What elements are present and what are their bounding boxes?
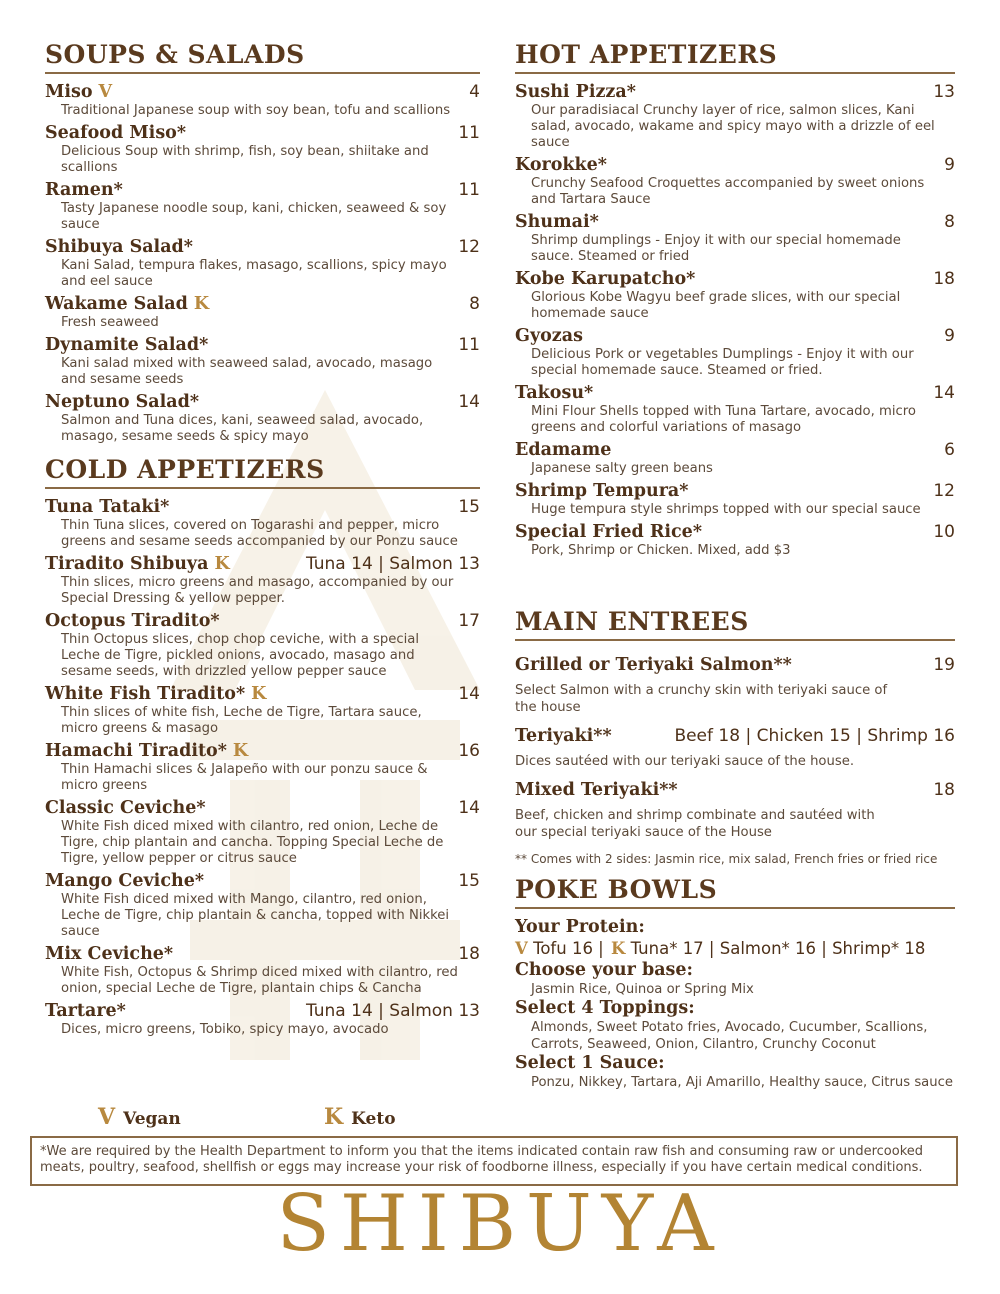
menu-item-name-wrap (45, 1001, 126, 1022)
menu-item-name: Seafood Miso* (45, 123, 187, 143)
menu-item-name-wrap (515, 269, 695, 290)
poke-sauce-label: Select 1 Sauce: (515, 1053, 665, 1073)
poke-protein-options (515, 938, 955, 960)
keto-icon: K (324, 1104, 344, 1130)
menu-item-name: Takosu* (515, 383, 594, 403)
menu-item-name-wrap (45, 180, 123, 201)
menu-item (45, 180, 480, 233)
brand-logo: SHIBUYA (276, 1179, 724, 1269)
menu-item-price: Tuna 14 | Salmon 13 (305, 1001, 480, 1021)
menu-item-name: Dynamite Salad* (45, 335, 209, 355)
menu-item-description: Dices sautéed with our teriyaki sauce of the house. (515, 754, 855, 769)
menu-item-name: Kobe Karupatcho* (515, 269, 696, 289)
menu-item (45, 944, 480, 997)
menu-item-description: Japanese salty green beans (531, 461, 713, 476)
menu-item-price: 9 (944, 155, 955, 175)
poke-toppings-label: Select 4 Toppings: (515, 998, 695, 1018)
entrees-sides-note: ** Comes with 2 sides: Jasmin rice, mix salad, French fries or fried rice (515, 852, 938, 866)
menu-item-name-wrap (515, 726, 612, 747)
menu-item-description: Thin Hamachi slices & Jalapeño with our ponzu sauce & micro greens (61, 762, 428, 793)
menu-item-header (45, 798, 480, 819)
menu-item (45, 294, 480, 331)
right-column (515, 40, 955, 1091)
menu-item-price: 12 (458, 237, 480, 257)
menu-item-header (45, 684, 480, 705)
menu-item (45, 1001, 480, 1038)
menu-item-name-wrap (45, 82, 112, 103)
legend-keto (324, 1104, 396, 1130)
menu-item-name-wrap (515, 82, 636, 103)
hot-appetizers-list (515, 82, 955, 559)
menu-item-price: 15 (458, 497, 480, 517)
vegan-icon: V (98, 1104, 116, 1130)
menu-item (515, 481, 955, 518)
menu-item-name-wrap (515, 655, 792, 676)
menu-item-price: 6 (944, 440, 955, 460)
menu-item-name-wrap (45, 294, 209, 315)
keto-icon: K (611, 939, 626, 958)
menu-item (45, 798, 480, 867)
menu-item-price: Tuna 14 | Salmon 13 (305, 554, 480, 574)
menu-item-header (515, 655, 955, 676)
menu-item-name: Wakame Salad (45, 294, 188, 314)
menu-item-description: Thin slices, micro greens and masago, accompanied by our Special Dressing & yellow pepper. (61, 575, 454, 606)
poke-protein-label: Your Protein: (515, 917, 645, 937)
menu-item-name-wrap (515, 780, 678, 801)
menu-item-description: Kani salad mixed with seaweed salad, avocado, masago and sesame seeds (61, 356, 433, 387)
menu-item-name: Mix Ceviche* (45, 944, 174, 964)
poke-protein-block (515, 917, 955, 960)
menu-item-price: 11 (458, 180, 480, 200)
left-column (45, 40, 480, 1042)
menu-item-name: White Fish Tiradito* (45, 684, 246, 704)
menu-item-header (515, 481, 955, 502)
menu-item-header (515, 212, 955, 233)
menu-item-header (45, 611, 480, 632)
menu-item-header (515, 383, 955, 404)
menu-item (515, 326, 955, 379)
menu-item-name: Shrimp Tempura* (515, 481, 689, 501)
menu-item-name-wrap (45, 497, 169, 518)
menu-item-price: 4 (469, 82, 480, 102)
menu-item-name-wrap (45, 798, 206, 819)
menu-item (515, 726, 955, 770)
menu-item-name-wrap (515, 383, 593, 404)
menu-item (515, 269, 955, 322)
section-title-soups-salads: SOUPS & SALADS (45, 40, 480, 74)
menu-item-name: Hamachi Tiradito* (45, 741, 227, 761)
menu-item-name-wrap (515, 326, 583, 347)
menu-item (515, 780, 955, 841)
menu-item-name-wrap (45, 944, 173, 965)
menu-item-description: Thin slices of white fish, Leche de Tigre, Tartara sauce, micro greens & masago (61, 705, 422, 736)
menu-item-header (515, 522, 955, 543)
vegan-icon: V (98, 82, 113, 102)
menu-item-name-wrap (45, 611, 220, 632)
poke-base-label: Choose your base: (515, 960, 693, 980)
menu-item-description: Crunchy Seafood Croquettes accompanied by sweet onions and Tartara Sauce (531, 176, 925, 207)
menu-item-name-wrap (515, 212, 599, 233)
menu-item (515, 440, 955, 477)
menu-item-description: Salmon and Tuna dices, kani, seaweed salad, avocado, masago, sesame seeds & spicy mayo (61, 413, 424, 444)
menu-item (515, 383, 955, 436)
menu-item-name: Edamame (515, 440, 612, 460)
menu-item-header (45, 237, 480, 258)
menu-item-header (45, 497, 480, 518)
menu-item-header (45, 335, 480, 356)
menu-item-header (515, 269, 955, 290)
menu-item-description: Fresh seaweed (61, 315, 159, 330)
menu-item-price: 8 (944, 212, 955, 232)
menu-item-description: Select Salmon with a crunchy skin with teriyaki sauce of the house (515, 683, 888, 715)
menu-item-price: 14 (458, 684, 480, 704)
menu-item-description: Thin Octopus slices, chop chop ceviche, with a special Leche de Tigre, pickled onions, avocado, masago and sesame seeds, with drizzled yellow pepper sauce (61, 632, 419, 679)
menu-item-price: 19 (933, 655, 955, 675)
menu-item-header (45, 1001, 480, 1022)
menu-item-price: 9 (944, 326, 955, 346)
menu-item-header (45, 82, 480, 103)
legend-keto-label: Keto (351, 1109, 396, 1129)
menu-item-name-wrap (45, 123, 186, 144)
menu-item-name: Miso (45, 82, 93, 102)
menu-item-name: Mixed Teriyaki** (515, 780, 678, 800)
menu-item (45, 871, 480, 940)
menu-item-name-wrap (45, 684, 266, 705)
menu-item (45, 497, 480, 550)
menu-item-name-wrap (515, 481, 688, 502)
menu-item (45, 741, 480, 794)
menu-item (515, 655, 955, 716)
poke-base-options: Jasmin Rice, Quinoa or Spring Mix (531, 982, 754, 997)
menu-item-header (45, 294, 480, 315)
menu-item-name: Neptuno Salad* (45, 392, 200, 412)
menu-item-description: Shrimp dumplings - Enjoy it with our special homemade sauce. Steamed or fried (531, 233, 901, 264)
menu-item-price: 16 (458, 741, 480, 761)
menu-item-description: Beef, chicken and shrimp combinate and sautéed with our special teriyaki sauce of the House (515, 808, 875, 840)
poke-toppings-options: Almonds, Sweet Potato fries, Avocado, Cucumber, Scallions, Carrots, Seaweed, Onion, Cilantro, Crunchy Coconut (531, 1020, 928, 1052)
menu-item-description: White Fish, Octopus & Shrimp diced mixed with cilantro, red onion, special Leche de Tigre, plantain chips & Cancha (61, 965, 458, 996)
menu-item-price: 13 (933, 82, 955, 102)
menu-item-header (45, 554, 480, 575)
poke-protein-tofu: Tofu 16 | (533, 939, 604, 958)
menu-item (45, 554, 480, 607)
menu-item (45, 123, 480, 176)
menu-item-description: Delicious Pork or vegetables Dumplings - Enjoy it with our special homemade sauce. Steamed or fried. (531, 347, 914, 378)
section-title-cold-appetizers: COLD APPETIZERS (45, 455, 480, 489)
menu-item-name-wrap (45, 237, 193, 258)
menu-item-header (45, 392, 480, 413)
health-disclaimer: *We are required by the Health Department to inform you that the items indicated contain raw fish and consuming raw or undercooked meats, poultry, seafood, shellfish or eggs may increase your risk of foodborne illness, especially if you have certain medical conditions. (30, 1136, 958, 1186)
menu-item-name: Korokke* (515, 155, 607, 175)
menu-item-description: Delicious Soup with shrimp, fish, soy bean, shiitake and scallions (61, 144, 429, 175)
menu-item-price: 11 (458, 123, 480, 143)
menu-item-name: Shumai* (515, 212, 599, 232)
menu-item-name-wrap (45, 392, 199, 413)
menu-item-price: 15 (458, 871, 480, 891)
menu-item-header (45, 871, 480, 892)
menu-item-name: Teriyaki** (515, 726, 612, 746)
menu-item-name-wrap (515, 440, 611, 461)
menu-item-price: 18 (933, 269, 955, 289)
menu-item (45, 392, 480, 445)
menu-item-header (515, 155, 955, 176)
menu-item-name: Ramen* (45, 180, 123, 200)
menu-item (45, 611, 480, 680)
menu-item-description: White Fish diced mixed with Mango, cilantro, red onion, Leche de Tigre, chip plantain & cancha, topped with Nikkei sauce (61, 892, 450, 939)
menu-item-description: Traditional Japanese soup with soy bean, tofu and scallions (61, 103, 451, 118)
menu-item (515, 82, 955, 151)
soups-salads-list (45, 82, 480, 445)
menu-item-name: Sushi Pizza* (515, 82, 636, 102)
menu-item-header (45, 944, 480, 965)
menu-item-description: Huge tempura style shrimps topped with our special sauce (531, 502, 921, 517)
menu-item-name: Classic Ceviche* (45, 798, 206, 818)
keto-icon: K (232, 741, 249, 761)
cold-appetizers-list (45, 497, 480, 1038)
menu-item-name: Tuna Tataki* (45, 497, 170, 517)
menu-item (45, 684, 480, 737)
menu-item (45, 335, 480, 388)
menu-item (515, 522, 955, 559)
menu-item-name-wrap (45, 741, 248, 762)
menu-item-description: Our paradisiacal Crunchy layer of rice, salmon slices, Kani salad, avocado, wakame and spicy mayo with a drizzle of eel sauce (531, 103, 935, 150)
menu-item-name: Shibuya Salad* (45, 237, 193, 257)
menu-item-price: Beef 18 | Chicken 15 | Shrimp 16 (674, 726, 955, 746)
menu-item-name-wrap (45, 554, 230, 575)
menu-item (515, 155, 955, 208)
menu-item (515, 212, 955, 265)
menu-item-header (515, 440, 955, 461)
menu-item-header (515, 82, 955, 103)
menu-item (45, 82, 480, 119)
menu-item-name-wrap (45, 871, 204, 892)
menu-item-price: 14 (458, 392, 480, 412)
menu-item-name: Special Fried Rice* (515, 522, 702, 542)
menu-item-header (515, 326, 955, 347)
menu-item (45, 237, 480, 290)
keto-icon: K (251, 684, 267, 704)
legend-vegan-label: Vegan (123, 1109, 181, 1129)
menu-item-price: 11 (458, 335, 480, 355)
keto-icon: K (193, 294, 210, 314)
keto-icon: K (214, 554, 230, 574)
menu-item-description: Pork, Shrimp or Chicken. Mixed, add $3 (531, 543, 791, 558)
menu-item-description: White Fish diced mixed with cilantro, red onion, Leche de Tigre, chip plantain and cancha. Topping Special Leche de Tigre, yellow pepper or citrus sauce (61, 819, 444, 866)
menu-item-header (515, 726, 955, 747)
menu-item-description: Mini Flour Shells topped with Tuna Tartare, avocado, micro greens and colorful variations of masago (531, 404, 916, 435)
menu-item-description: Dices, micro greens, Tobiko, spicy mayo, avocado (61, 1022, 389, 1037)
section-title-poke-bowls: POKE BOWLS (515, 875, 955, 909)
menu-item-name: Tiradito Shibuya (45, 554, 209, 574)
menu-item-description: Kani Salad, tempura flakes, masago, scallions, spicy mayo and eel sauce (61, 258, 447, 289)
menu-item-price: 10 (933, 522, 955, 542)
main-entrees-list (515, 655, 955, 841)
menu-item-header (45, 180, 480, 201)
poke-protein-rest: Tuna* 17 | Salmon* 16 | Shrimp* 18 (630, 939, 926, 958)
menu-item-name: Mango Ceviche* (45, 871, 204, 891)
section-title-main-entrees: MAIN ENTREES (515, 607, 955, 641)
menu-item-price: 18 (933, 780, 955, 800)
menu-item-price: 18 (458, 944, 480, 964)
menu-item-header (45, 741, 480, 762)
vegan-icon: V (515, 939, 528, 958)
menu-item-name-wrap (45, 335, 208, 356)
poke-sauce-options: Ponzu, Nikkey, Tartara, Aji Amarillo, Healthy sauce, Citrus sauce (531, 1075, 953, 1090)
menu-item-description: Tasty Japanese noodle soup, kani, chicken, seaweed & soy sauce (61, 201, 447, 232)
menu-item-price: 12 (933, 481, 955, 501)
menu-item-name: Tartare* (45, 1001, 126, 1021)
menu-item-header (515, 780, 955, 801)
legend-vegan (98, 1104, 181, 1130)
menu-item-name-wrap (515, 522, 702, 543)
menu-item-description: Thin Tuna slices, covered on Togarashi and pepper, micro greens and sesame seeds accompanied by our Ponzu sauce (61, 518, 458, 549)
section-title-hot-appetizers: HOT APPETIZERS (515, 40, 955, 74)
menu-item-price: 14 (933, 383, 955, 403)
menu-item-name: Gyozas (515, 326, 583, 346)
menu-item-name: Grilled or Teriyaki Salmon** (515, 655, 792, 675)
menu-item-price: 14 (458, 798, 480, 818)
menu-item-description: Glorious Kobe Wagyu beef grade slices, with our special homemade sauce (531, 290, 901, 321)
menu-item-name: Octopus Tiradito* (45, 611, 220, 631)
menu-item-header (45, 123, 480, 144)
menu-item-price: 17 (458, 611, 480, 631)
menu-item-name-wrap (515, 155, 607, 176)
menu-item-price: 8 (469, 294, 480, 314)
